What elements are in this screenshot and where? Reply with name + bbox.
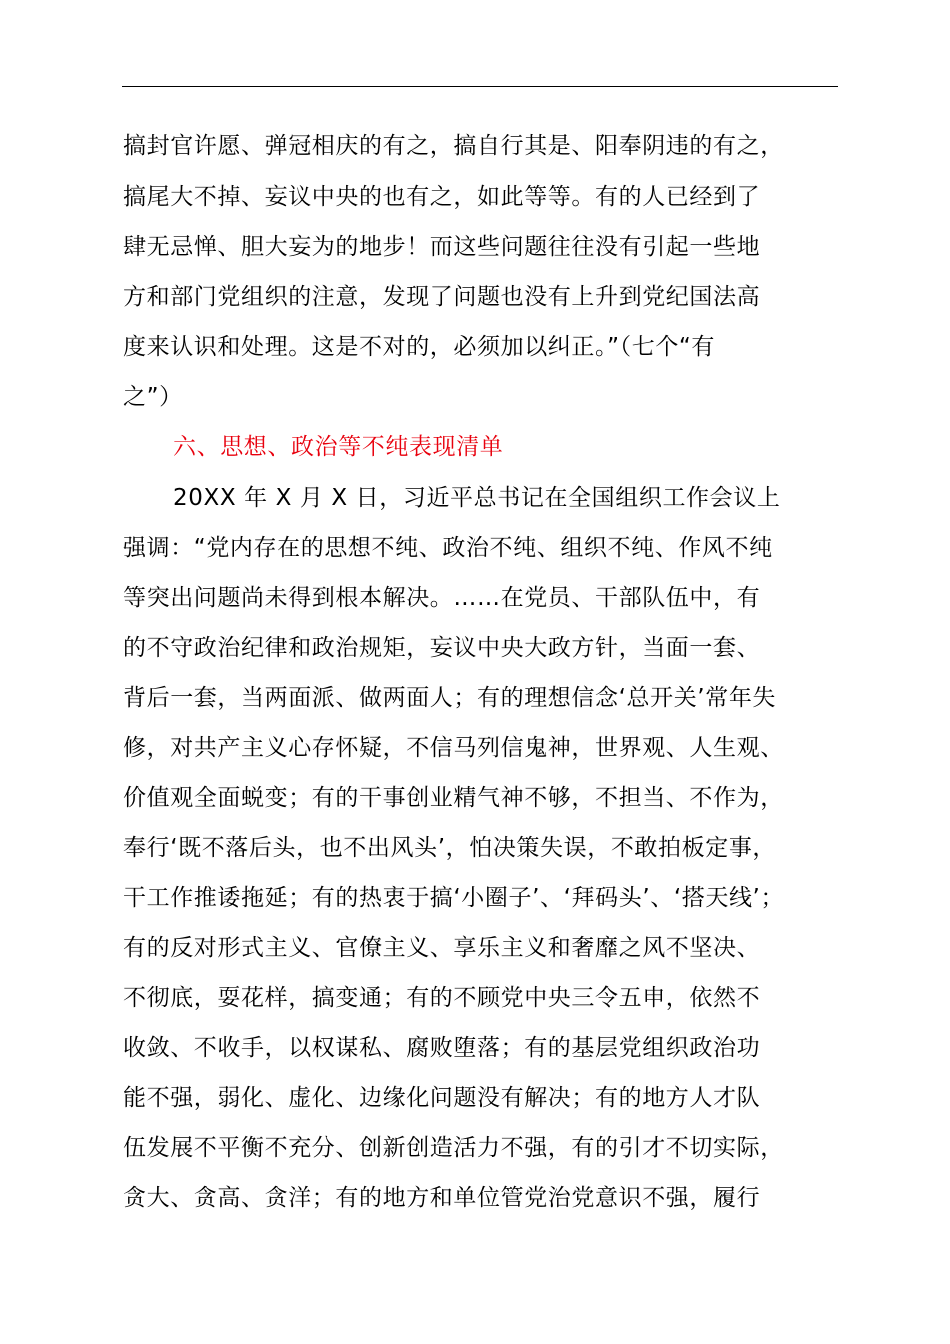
paragraph-line: 强调：“党内存在的思想不纯、政治不纯、组织不纯、作风不纯 [123, 535, 773, 561]
paragraph-line: 背后一套，当两面派、做两面人；有的理想信念‘总开关’常年失 [123, 685, 777, 711]
paragraph-line: 肆无忌惮、胆大妄为的地步！而这些问题往往没有引起一些地 [123, 234, 761, 260]
paragraph-line: 价值观全面蜕变；有的干事创业精气神不够，不担当、不作为， [123, 785, 784, 811]
paragraph-line: 度来认识和处理。这是不对的，必须加以纠正。”（七个“有 [123, 334, 716, 360]
paragraph-line: 能不强，弱化、虚化、边缘化问题没有解决；有的地方人才队 [123, 1085, 761, 1111]
paragraph-line: 干工作推诿拖延；有的热衷于搞‘小圈子’、‘拜码头’、‘搭天线’； [123, 885, 785, 911]
paragraph-line: 有的反对形式主义、官僚主义、享乐主义和奢靡之风不坚决、 [123, 935, 761, 961]
paragraph-line: 不彻底，耍花样，搞变通；有的不顾党中央三令五申，依然不 [123, 985, 761, 1011]
paragraph-line: 伍发展不平衡不充分、创新创造活力不强，有的引才不切实际， [123, 1135, 784, 1161]
paragraph-first-line: 20XX 年 X 月 X 日，习近平总书记在全国组织工作会议上 [173, 485, 781, 511]
paragraph-line: 搞封官许愿、弹冠相庆的有之，搞自行其是、阳奉阴违的有之， [123, 133, 784, 159]
paragraph-line: 的不守政治纪律和政治规矩，妄议中央大政方针，当面一套、 [123, 635, 761, 661]
paragraph-line: 贪大、贪高、贪洋；有的地方和单位管党治党意识不强，履行 [123, 1185, 761, 1211]
paragraph-line: 之”） [123, 384, 183, 410]
paragraph-line: 奉行‘既不落后头，也不出风头’，怕决策失误，不敢拍板定事， [123, 835, 777, 861]
section-heading: 六、思想、政治等不纯表现清单 [173, 434, 504, 460]
paragraph-line: 搞尾大不掉、妄议中央的也有之，如此等等。有的人已经到了 [123, 184, 761, 210]
header-rule [122, 86, 838, 87]
paragraph-line: 修，对共产主义心存怀疑，不信马列信鬼神，世界观、人生观、 [123, 735, 784, 761]
paragraph-line: 等突出问题尚未得到根本解决。……在党员、干部队伍中，有 [123, 585, 761, 611]
paragraph-line: 方和部门党组织的注意，发现了问题也没有上升到党纪国法高 [123, 284, 761, 310]
paragraph-line: 收敛、不收手，以权谋私、腐败堕落；有的基层党组织政治功 [123, 1035, 761, 1061]
